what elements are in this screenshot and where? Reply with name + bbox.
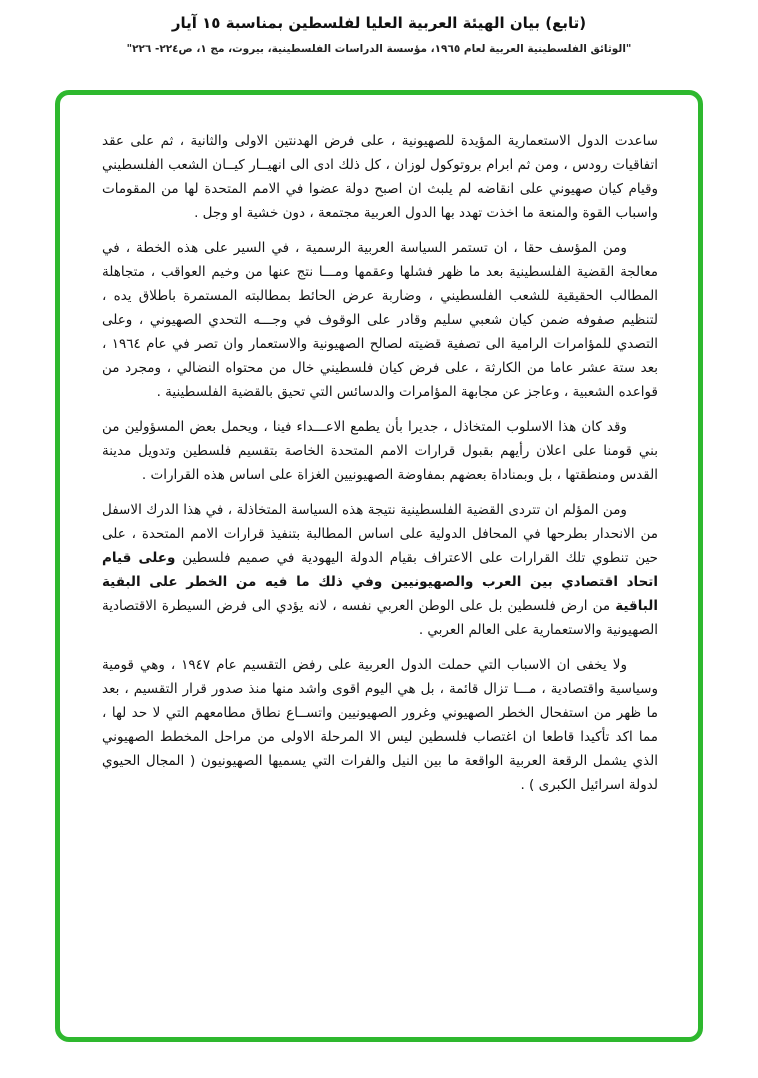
source-citation: "الوثائق الفلسطينية العربية لعام ١٩٦٥، مؤسسة الدراسات الفلسطينية، بيروت، مج ١، ص٢٢٤- ٢٢٦" — [126, 43, 632, 55]
green-highlight-border — [55, 90, 703, 1042]
paragraph-3: وقد كان هذا الاسلوب المتخاذل ، جديرا بأن يطمع الاعـــداء فينا ، ويحمل بعض المسؤولين من بني قومنا على اعلان رأيهم بقبول قرارات الامم المتحدة الخاصة بتقسيم فلسطين وتدويل مدينة القدس ومنطقتها ، بل وبمناداة بعضهم بمفاوضة الصهيونيين الغزاة على اساس هذه القرارات . — [102, 419, 658, 483]
page-header — [0, 0, 758, 56]
document-title: (تابع) بيان الهيئة العربية العليا لفلسطين بمناسبة ١٥ آيار — [171, 14, 587, 32]
paragraph-1: ساعدت الدول الاستعمارية المؤيدة للصهيونية ، على فرض الهدنتين الاولى والثانية ، ثم على عقد اتفاقيات رودس ، ومن ثم ابرام بروتوكول لوزان ، كل ذلك ادى الى انهيــار كيــان الشعب الفلسطيني وقيام كيان صهيوني على انقاضه لم يلبث ان اصبح دولة عضوا في الامم المتحدة لها من المقومات واسباب القوة والمنعة ما اخذت تهدد بها الدول العربية مجتمعة ، دون خشية او وجل . — [102, 133, 658, 221]
paragraph-4-lead: ومن المؤلم ان تتردى القضية الفلسطينية نتيجة هذه السياسة المتخاذلة ، في هذا الدرك الاسفل من الانحدار بطرحها في المحافل الدولية على اساس المطالبة بتنفيذ قرارات الامم المتحدة ، على حين تنطوي تلك القرارات على الاعتراف بقيام الدولة اليهودية في صميم فلسطين — [102, 502, 659, 566]
paragraph-5: ولا يخفى ان الاسباب التي حملت الدول العربية على رفض التقسيم عام ١٩٤٧ ، وهي قومية وسياسية واقتصادية ، مـــا تزال قائمة ، بل هي اليوم اقوى واشد منها منذ صدور قرار التقسيم ، بعد ما ظهر من استفحال الخطر الصهيوني وغرور الصهيونيين واتســاع نطاق مطامعهم التي لا حد لها ، مما اكد تأكيدا قاطعا ان اغتصاب فلسطين ليس الا المرحلة الاولى من مراحل المخطط الصهيوني الذي يشمل الرقعة العربية الواقعة ما بين النيل والفرات التي يسميها الصهيونيون ( المجال الحيوي لدولة اسرائيل الكبرى ) . — [102, 657, 658, 793]
paragraph-2: ومن المؤسف حقا ، ان تستمر السياسة العربية الرسمية ، في السير على هذه الخطة ، في معالجة القضية الفلسطينية بعد ما ظهر فشلها وعقمها ومـــا نتج عنها من وخيم العواقب ، متجاهلة المطالب الحقيقية للشعب الفلسطيني ، وضاربة عرض الحائط بمطالبته المستمرة باطلاق يده ، لتنظيم صفوفه ضمن كيان شعبي سليم وقادر على الوقوف في وجـــه التحدي الصهيوني ، وعلى التصدي للمؤامرات الرامية الى تصفية قضيته لصالح الصهيونية والاستعمار وان تصر في عام ١٩٦٤ ، بعد ستة عشر عاما من الكارثة ، على فرض كيان فلسطيني خال من محتواه النضالي ، ومجرد من قواعده الشعبية ، وعاجز عن مجابهة المؤامرات والدسائس التي تحيق بالقضية الفلسطينية . — [102, 240, 659, 400]
document-body — [102, 129, 658, 797]
paragraph-4-emphasis: وعلى قيام اتحاد اقتصادي بين العرب والصهيونيين وفي ذلك ما فيه من الخطر على البقية الباقية — [102, 550, 659, 614]
paragraph-4 — [102, 498, 658, 642]
paragraph-4-tail: من ارض فلسطين بل على الوطن العربي نفسه ، لانه يؤدي الى فرض السيطرة الاقتصادية الصهيونية والاستعمارية على العالم العربي . — [102, 598, 658, 638]
